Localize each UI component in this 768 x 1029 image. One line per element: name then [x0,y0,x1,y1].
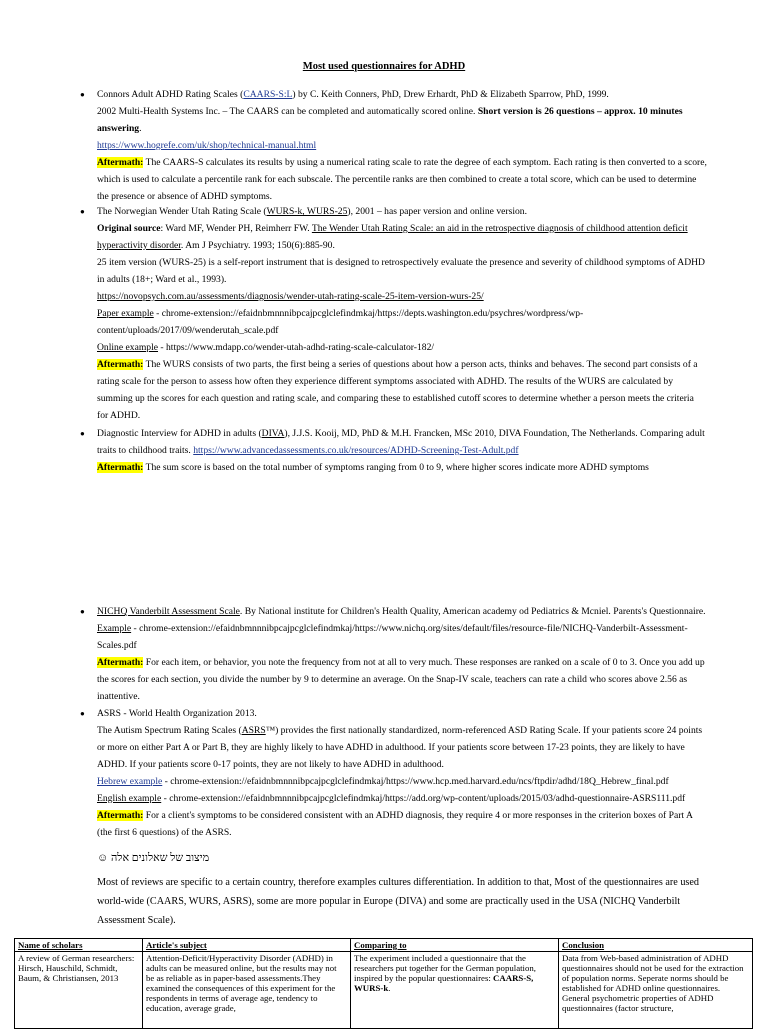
wurs-source-link[interactable]: The Wender Utah Rating Scale: an aid in the retrospective diagnosis of childhood attention deficit hyperactivity disorder [97,223,688,251]
summary-paragraph: Most of reviews are specific to a certain country, therefore examples cultures differentiation. In addition to that, Most of the questionnaires are used world-wide (CAARS, WURS, ASRS), some are more popular in Europe (DIVA) and some are practically used in the USA (NICHQ Vanderbilt Assessment Scale). [97,877,699,926]
table-cell: Attention-Deficit/Hyperactivity Disorder (ADHD) in adults can be measured online, but the results may not be as reliable as in paper-based assessments.They examined the consequences of this experiment for the respondents in terms of average age, tendency to education, average grade, [143,952,351,1029]
column-header: Article's subject [143,939,351,952]
list-item-wurs: ● The Norwegian Wender Utah Rating Scale (WURS-k, WURS-25), 2001 – has paper version and online version. Original source: Ward MF, Wender PH, Reimherr FW. The Wender Utah Rating Scale: an aid in the retrospective diagnosis of childhood attention deficit hyperactivity disorder. Am J Psychiatry. 1993; 150(6):885-90. 25 item version (WURS-25) is a self-report instrument that is designed to retrospectively evaluate the presence and severity of childhood symptoms of ADHD in adults (18+; Ward et al., 1993). https://novopsych.com.au/assessments/diagnosis/wender-utah-rating-scale-25-item-version-wurs-25/ Paper example - chrome-extension://efaidnbmnnnibpcajpcglclefindmkaj/https://depts.washington.edu/psychres/wordpress/wp-content/uploads/2017/09/wenderutah_scale.pdf Online example - https://www.mdapp.co/wender-utah-adhd-rating-scale-calculator-182/ Aftermath: The WURS consists of two parts, the first being a series of questions about how a person acts, thinks and behaves. The second part consists of a rating scale for the person to assess how often they experience different symptoms associated with ADHD. The results of the WURS are calculated by summing up the scores for each question and rating scale, and comparing these to established cutoff scores to determine whether a person meets the criteria for ADHD. [97,203,707,424]
bullet-icon: ● [80,429,85,438]
aftermath-label: Aftermath: [97,359,144,370]
wurs-link[interactable]: WURS-k, WURS-25 [266,206,348,217]
column-header: Name of scholars [15,939,143,952]
list-item-asrs: ● ASRS - World Health Organization 2013. The Autism Spectrum Rating Scales (ASRS™) provides the first nationally standardized, norm-referenced ASD Rating Scale. If your patients score 24 points or more on either Part A or Part B, they are highly likely to have ADHD in adulthood. If your patients score between 17-23 points, they are likely to have ADHD. If your patients score 0-17 points, they are not likely to have ADHD in adulthood. Hebrew example - chrome-extension://efaidnbmnnnibpcajpcglclefindmkaj/https://www.hcp.med.harvard.edu/ncs/ftpdir/adhd/18Q_Hebrew_final.pdf English example - chrome-extension://efaidnbmnnnibpcajpcglclefindmkaj/https://add.org/wp-content/uploads/2015/03/adhd-questionnaire-ASRS111.pdf Aftermath: For a client's symptoms to be considered consistent with an ADHD diagnosis, they require 4 or more responses in the criterion boxes of Part A (the first 6 questions) of the ASRS. [97,705,707,841]
novopsych-link[interactable]: https://novopsych.com.au/assessments/diagnosis/wender-utah-rating-scale-25-item-version-wurs-25/ [97,291,484,302]
column-header: Comparing to [351,939,559,952]
aftermath-label: Aftermath: [97,462,144,473]
aftermath-label: Aftermath: [97,810,144,821]
list-item-diva: ● Diagnostic Interview for ADHD in adults (DIVA), J.J.S. Kooij, MD, PhD & M.H. Francken, MSc 2010, DIVA Foundation, The Netherlands. Comparing adult traits to childhood traits. https://www.advancedassessments.co.uk/resources/ADHD-Screening-Test-Adult.pdf Aftermath: The sum score is based on the total number of symptoms ranging from 0 to 9, where higher scores indicate more ADHD symptoms [97,425,707,476]
list-item-conners: ● Connors Adult ADHD Rating Scales (CAARS-S:L) by C. Keith Conners, PhD, Drew Erhardt, PhD & Elizabeth Sparrow, PhD, 1999. 2002 Multi-Health Systems Inc. – The CAARS can be completed and automatically scored online. Short version is 26 questions – approx. 10 minutes answering. https://www.hogrefe.com/uk/shop/technical-manual.html Aftermath: The CAARS-S calculates its results by using a numerical rating scale to rate the degree of each symptom. Each rating is then converted to a score, which is used to calculate a percentile rank for each subscale. The percentile ranks are then combined to create a total score, which can be used to determine the presence or absence of ADHD symptoms. [97,86,707,205]
aftermath-label: Aftermath: [97,657,144,668]
diva-link[interactable]: DIVA [261,428,285,439]
table-header-row [15,939,753,952]
hogrefe-link[interactable]: https://www.hogrefe.com/uk/shop/technical-manual.html [97,140,317,151]
asrs-link[interactable]: ASRS [241,725,266,736]
table-cell: The experiment included a questionnaire that the researchers put together for the German population, inspired by the popular questionnaires: CAARS-S, WURS-k. [351,952,559,1029]
online-example-link[interactable]: Online example [97,342,159,353]
table-row [15,952,753,1029]
table-cell: A review of German researchers: Hirsch, Hauschild, Schmidt, Baum, & Christiansen, 2013 [15,952,143,1029]
caars-link[interactable]: CAARS-S:L [243,89,293,100]
column-header: Conclusion [559,939,753,952]
aftermath-label: Aftermath: [97,157,144,168]
review-table [14,938,753,1029]
advanced-assessments-link[interactable]: https://www.advancedassessments.co.uk/resources/ADHD-Screening-Test-Adult.pdf [193,445,519,456]
hebrew-heading: מיצוב של שאלונים אלה ☺ [97,852,210,864]
nichq-example-link[interactable]: Example [97,623,132,634]
english-example-link[interactable]: English example [97,793,162,804]
list-item-nichq: ● NICHQ Vanderbilt Assessment Scale. By National institute for Children's Health Quality, American academy od Pediatrics & Mcniel. Parents's Questionnaire. Example - chrome-extension://efaidnbmnnnibpcajpcglclefindmkaj/https://www.nichq.org/sites/default/files/resource-file/NICHQ-Vanderbilt-Assessment-Scales.pdf Aftermath: For each item, or behavior, you note the frequency from not at all to very much. These responses are ranked on a scale of 0 to 3. Once you add up the scores for each section, you divide the number by 9 to determine an average. On the Snap-IV scale, teachers can rate a child who scores above 2.56 as inattentive. [97,603,707,705]
hebrew-example-link[interactable]: Hebrew example [97,776,163,787]
bullet-icon: ● [80,607,85,616]
bullet-icon: ● [80,207,85,216]
page-title: Most used questionnaires for ADHD [302,61,466,72]
nichq-link[interactable]: NICHQ Vanderbilt Assessment Scale [97,606,240,617]
table-cell: Data from Web-based administration of ADHD questionnaires should not be used for the extraction of population norms. Seperate norms should be established for ADHD online questionnaires. General psychometric properties of ADHD questionnaires (factor structure, [559,952,753,1029]
bullet-icon: ● [80,709,85,718]
bullet-icon: ● [80,90,85,99]
paper-example-link[interactable]: Paper example [97,308,154,319]
